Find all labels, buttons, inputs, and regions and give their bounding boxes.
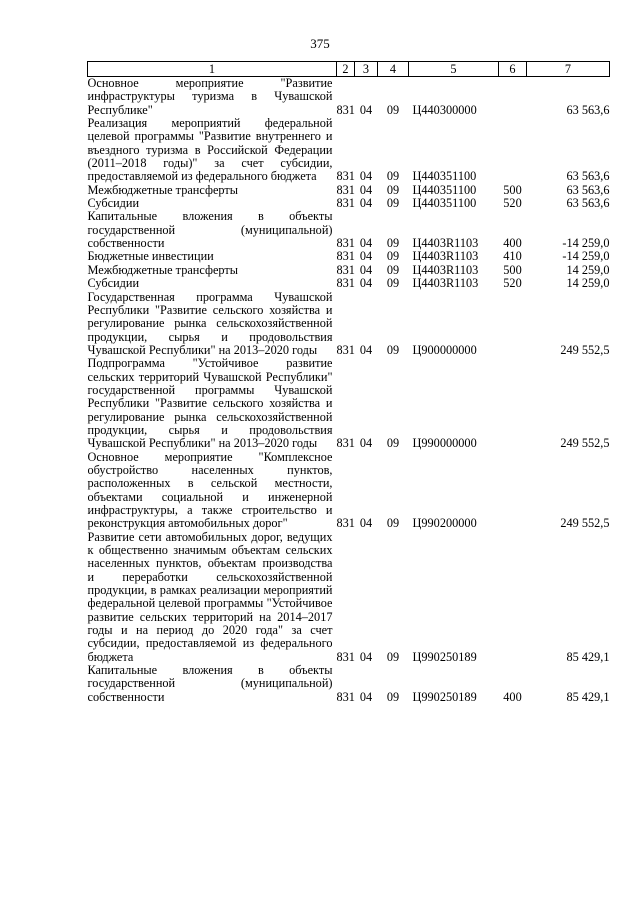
row-expense-type: 400: [503, 689, 522, 704]
row-amount: 85 429,1: [566, 689, 610, 704]
row-subsection-code: 09: [386, 649, 400, 664]
row-ministry-code: 831: [336, 182, 355, 197]
row-description: Подпрограмма "Устойчивое развитие сельских территорий Чувашской Республики" государственной программы Чувашской Республики "Развитие сельского хозяйства и регулирование рынка сельскохозяйственной продукции, сырья и продовольствия Чувашской Республики" на 2013–2020 годы: [87, 356, 333, 451]
row-target-code: Ц440351100: [412, 182, 477, 197]
row-ministry-code: 831: [336, 262, 355, 277]
row-amount: 63 563,6: [566, 196, 610, 211]
row-section-code: 04: [359, 236, 373, 251]
row-amount: 85 429,1: [566, 649, 610, 664]
row-ministry-code: 831: [336, 102, 355, 117]
row-target-code: Ц440351100: [412, 169, 477, 184]
row-description: Межбюджетные трансферты: [87, 262, 239, 277]
row-target-code: Ц4403R1103: [412, 249, 479, 264]
row-section-code: 04: [359, 342, 373, 357]
row-section-code: 04: [359, 276, 373, 291]
row-section-code: 04: [359, 516, 373, 531]
row-ministry-code: 831: [336, 649, 355, 664]
row-subsection-code: 09: [386, 276, 400, 291]
row-ministry-code: 831: [336, 516, 355, 531]
row-section-code: 04: [359, 436, 373, 451]
row-description: Развитие сети автомобильных дорог, ведущих к общественно значимым объектам сельских населенных пунктов, объектам производства и переработки сельскохозяйственной продукции, в рамках реализации мероприятий федеральной целевой программы "Устойчивое развитие сельских территорий на 2014–2017 годы и на период до 2020 года" за счет субсидии, предоставляемой из федерального бюджета: [87, 529, 333, 664]
row-description: Межбюджетные трансферты: [87, 182, 239, 197]
row-expense-type: [499, 77, 527, 118]
row-expense-type: [499, 357, 527, 450]
row-ministry-code: 831: [336, 236, 355, 251]
row-ministry-code: 831: [336, 689, 355, 704]
row-section-code: 04: [359, 249, 373, 264]
row-target-code: Ц990250189: [412, 689, 477, 704]
header-col-4: 4: [378, 62, 409, 77]
row-target-code: Ц4403R1103: [412, 262, 479, 277]
row-amount: 14 259,0: [566, 276, 610, 291]
table-row: [88, 250, 610, 263]
header-col-2: 2: [337, 62, 355, 77]
row-expense-type: 520: [503, 276, 522, 291]
row-expense-type: [499, 291, 527, 358]
row-ministry-code: 831: [336, 436, 355, 451]
row-expense-type: [499, 451, 527, 531]
row-description: Капитальные вложения в объекты государственной (муниципальной) собственности: [87, 209, 333, 251]
row-target-code: Ц4403R1103: [412, 276, 479, 291]
row-section-code: 04: [359, 182, 373, 197]
table-row: [88, 117, 610, 184]
row-amount: 63 563,6: [566, 182, 610, 197]
row-subsection-code: 09: [386, 182, 400, 197]
table-row: [88, 664, 610, 704]
row-expense-type: 520: [503, 196, 522, 211]
row-ministry-code: 831: [336, 196, 355, 211]
row-amount: 63 563,6: [566, 169, 610, 184]
row-ministry-code: 831: [336, 276, 355, 291]
table-row: [88, 210, 610, 250]
row-description: Капитальные вложения в объекты государственной (муниципальной) собственности: [87, 663, 333, 704]
row-description: Субсидии: [87, 196, 140, 211]
row-subsection-code: 09: [386, 102, 400, 117]
row-target-code: Ц990200000: [412, 516, 477, 531]
row-target-code: Ц440351100: [412, 196, 477, 211]
row-section-code: 04: [359, 649, 373, 664]
row-ministry-code: 831: [336, 249, 355, 264]
row-amount: 249 552,5: [560, 516, 610, 531]
table-header-row: [88, 62, 610, 77]
row-target-code: Ц990000000: [412, 436, 477, 451]
row-description: Реализация мероприятий федеральной целевой программы "Развитие внутреннего и въездного туризма в Российской Федерации (2011–2018 годы)" за счет субсидии, предоставляемой из федерального бюджета: [87, 116, 333, 184]
row-amount: 63 563,6: [566, 102, 610, 117]
table-row: [88, 357, 610, 450]
row-description: Основное мероприятие "Комплексное обустройство населенных пунктов, расположенных в сельской местности, объектами социальной и инженерной инфраструктуры, а также строительство и реконструкция автомобильных дорог": [87, 449, 333, 531]
table-row: [88, 184, 610, 197]
row-section-code: 04: [359, 102, 373, 117]
row-subsection-code: 09: [386, 689, 400, 704]
header-col-5: 5: [409, 62, 499, 77]
header-col-1: 1: [88, 62, 337, 77]
row-target-code: Ц4403R1103: [412, 236, 479, 251]
row-amount: -14 259,0: [562, 236, 610, 251]
row-subsection-code: 09: [386, 436, 400, 451]
row-ministry-code: 831: [336, 169, 355, 184]
row-amount: 249 552,5: [560, 342, 610, 357]
table-row: [88, 451, 610, 531]
table-row: [88, 531, 610, 664]
row-expense-type: 500: [503, 262, 522, 277]
row-amount: -14 259,0: [562, 249, 610, 264]
header-col-3: 3: [355, 62, 378, 77]
row-subsection-code: 09: [386, 236, 400, 251]
row-expense-type: 410: [503, 249, 522, 264]
row-subsection-code: 09: [386, 169, 400, 184]
row-section-code: 04: [359, 169, 373, 184]
row-description: Основное мероприятие "Развитие инфраструктуры туризма в Чувашской Республике": [87, 76, 333, 117]
page-number: 375: [310, 36, 330, 51]
table-row: [88, 197, 610, 210]
row-section-code: 04: [359, 196, 373, 211]
row-expense-type: 500: [503, 182, 522, 197]
row-description: Бюджетные инвестиции: [87, 249, 214, 264]
table-row: [88, 277, 610, 290]
row-subsection-code: 09: [386, 516, 400, 531]
row-target-code: Ц900000000: [412, 342, 477, 357]
row-description: Субсидии: [87, 276, 140, 291]
row-section-code: 04: [359, 262, 373, 277]
row-expense-type: [499, 531, 527, 664]
row-target-code: Ц440300000: [412, 102, 477, 117]
row-subsection-code: 09: [386, 262, 400, 277]
row-target-code: Ц990250189: [412, 649, 477, 664]
budget-table: [87, 61, 610, 704]
row-subsection-code: 09: [386, 249, 400, 264]
row-subsection-code: 09: [386, 342, 400, 357]
row-description: Государственная программа Чувашской Республики "Развитие сельского хозяйства и регулирование рынка сельскохозяйственной продукции, сырья и продовольствия Чувашской Республики" на 2013–2020 годы: [87, 289, 333, 357]
table-body: [88, 77, 610, 705]
table-row: [88, 291, 610, 358]
row-amount: 14 259,0: [566, 262, 610, 277]
row-expense-type: [499, 117, 527, 184]
row-subsection-code: 09: [386, 196, 400, 211]
row-section-code: 04: [359, 689, 373, 704]
row-amount: 249 552,5: [560, 436, 610, 451]
table-row: [88, 77, 610, 118]
table-row: [88, 264, 610, 277]
header-col-7: 7: [527, 62, 610, 77]
row-ministry-code: 831: [336, 342, 355, 357]
row-expense-type: 400: [503, 236, 522, 251]
header-col-6: 6: [499, 62, 527, 77]
